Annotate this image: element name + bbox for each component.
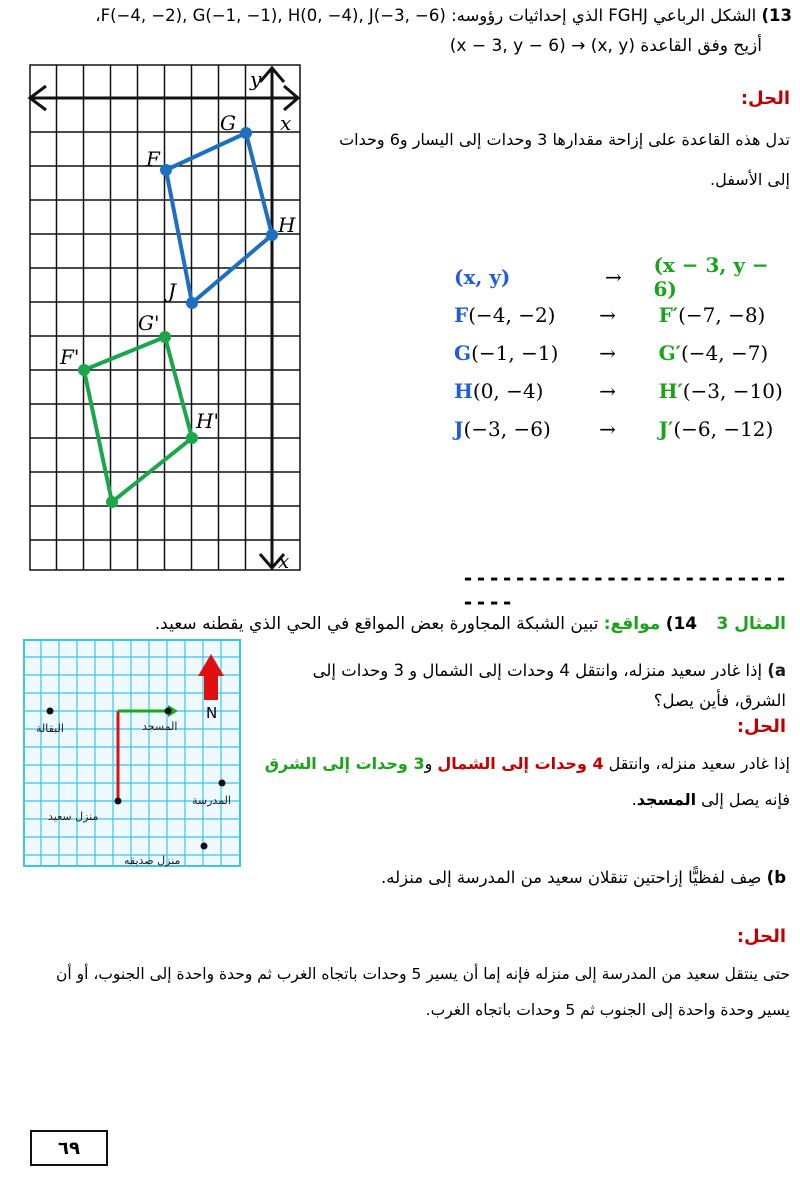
- school-dot: [219, 780, 226, 787]
- friend-home-label: منزل صديقه: [124, 854, 181, 867]
- vertex-name: F: [454, 303, 469, 327]
- part-a-question: [266, 656, 786, 716]
- x-axis-bottom-label: x: [278, 549, 290, 573]
- section-divider: -----------------------------: [462, 566, 789, 614]
- grocery-dot: [47, 708, 54, 715]
- vertex-name: G: [454, 341, 472, 365]
- mosque-label: المسجد: [142, 720, 178, 733]
- page-number: ٦٩: [58, 1137, 80, 1159]
- problem13-statement-line2: أزيح وفق القاعدة (x, y) → (x − 3, y − 6): [449, 36, 762, 56]
- vertex-name: H: [454, 379, 473, 403]
- part-b-text: صِف لفظيًّا إزاحتين تنقلان سعيد من المدرسة إلى منزله.: [381, 868, 762, 887]
- vertex-coords: (0, −4): [472, 379, 544, 403]
- answer-a-part4: .: [631, 790, 637, 809]
- problem14-header: [6, 614, 786, 634]
- label-j: J: [168, 279, 177, 303]
- answer-b: [5, 956, 790, 1028]
- part-b-question: [266, 868, 786, 887]
- mapping-row-j: [454, 410, 794, 448]
- explanation-line2: إلى الأسفل.: [709, 170, 790, 189]
- vertex-g: [240, 127, 252, 139]
- label-f: F: [146, 147, 160, 171]
- answer-b-line1: حتى ينتقل سعيد من المدرسة إلى منزله فإنه إما أن يسير 5 وحدات باتجاه الغرب ثم وحدة واحدة إلى الجنوب، أو أن: [56, 965, 790, 983]
- graph-grid: [30, 65, 300, 570]
- x-axis-label: x: [280, 111, 292, 135]
- solution-label-14b: الحل:: [736, 926, 786, 947]
- example-label: المثال 3: [716, 614, 786, 634]
- vertex-j-prime: [106, 496, 118, 508]
- home-dot: [115, 798, 122, 805]
- y-axis-label: y: [250, 67, 262, 91]
- vertex-f: [160, 164, 172, 176]
- mapping-arrow: →: [599, 341, 616, 365]
- image-coords: (−4, −7): [680, 341, 769, 365]
- header-right: (x − 3, y − 6): [653, 253, 769, 301]
- answer-b-line2: يسير وحدة واحدة إلى الجنوب ثم 5 وحدات باتجاه الغرب.: [425, 1001, 790, 1019]
- mapping-row-g: [454, 334, 794, 372]
- explanation-line1: تدل هذه القاعدة على إزاحة مقدارها 3 وحدات إلى اليسار و6 وحدات: [339, 130, 790, 149]
- problem-statement: تبين الشبكة المجاورة بعض المواقع في الحي الذي يقطنه سعيد.: [154, 614, 599, 634]
- answer-a-part1: إذا غادر سعيد منزله، وانتقل: [603, 754, 790, 773]
- vertex-j: [186, 297, 198, 309]
- home-label: منزل سعيد: [48, 810, 99, 823]
- mapping-table: [454, 253, 794, 448]
- vertex-name: J: [454, 417, 464, 441]
- answer-a-part3: فإنه يصل إلى: [696, 790, 790, 809]
- image-vertex-name: H′: [658, 379, 683, 403]
- label-f-prime: F': [60, 345, 80, 369]
- mapping-arrow: →: [599, 303, 616, 327]
- image-vertex-name: J′: [658, 417, 674, 441]
- neighborhood-map: [22, 638, 242, 868]
- vertex-f-prime: [78, 364, 90, 376]
- mapping-arrow: →: [599, 417, 616, 441]
- mapping-header: [454, 253, 794, 301]
- image-vertex-name: G′: [658, 341, 681, 365]
- answer-a-destination: المسجد: [636, 790, 697, 809]
- image-coords: (−3, −10): [682, 379, 783, 403]
- mosque-dot: [165, 708, 172, 715]
- problem-number: 13): [761, 6, 792, 25]
- header-arrow: →: [604, 265, 622, 289]
- solution-label-13: الحل:: [740, 88, 790, 109]
- image-vertex-name: F′: [658, 303, 679, 327]
- mapping-arrow: →: [599, 379, 616, 403]
- label-g-prime: G': [138, 311, 160, 335]
- friend-home-dot: [201, 843, 208, 850]
- coordinate-graph: [20, 60, 310, 580]
- vertex-h: [266, 229, 278, 241]
- answer-a-east: 3 وحدات إلى الشرق: [264, 754, 425, 773]
- image-coords: (−6, −12): [673, 417, 774, 441]
- vertex-g-prime: [159, 331, 171, 343]
- vertex-coords: (−1, −1): [471, 341, 559, 365]
- vertex-coords: (−4, −2): [468, 303, 556, 327]
- problem-statement: الشكل الرباعي FGHJ الذي إحداثيات رؤوسه: F(−4, −2), G(−1, −1), H(0, −4), J(−3, −6)،: [95, 6, 757, 25]
- answer-a-north: 4 وحدات إلى الشمال: [437, 754, 604, 773]
- image-coords: (−7, −8): [678, 303, 766, 327]
- north-arrow-shaft: [204, 676, 218, 700]
- problem-number: 14): [665, 614, 698, 634]
- grocery-label: البقالة: [36, 722, 64, 735]
- label-g: G: [220, 111, 236, 135]
- part-a-letter: a): [767, 661, 786, 680]
- vertex-h-prime: [186, 432, 198, 444]
- header-left: (x, y): [454, 265, 511, 289]
- label-h-prime: H': [196, 409, 219, 433]
- explanation-13: [320, 120, 790, 200]
- topic-label: مواقع:: [603, 614, 661, 634]
- north-label: N: [206, 704, 218, 722]
- page-number-box: [30, 1130, 108, 1166]
- part-b-letter: b): [766, 868, 786, 887]
- answer-a: [250, 746, 790, 818]
- mapping-row-h: [454, 372, 794, 410]
- vertex-coords: (−3, −6): [463, 417, 551, 441]
- label-h: H: [278, 213, 296, 237]
- answer-a-part2: و: [424, 754, 438, 773]
- problem13-statement-line1: [2, 6, 792, 25]
- mapping-row-f: [454, 296, 794, 334]
- solution-label-14a: الحل:: [736, 716, 786, 737]
- school-label: المدرسة: [192, 794, 231, 807]
- part-a-text: إذا غادر سعيد منزله، وانتقل 4 وحدات إلى الشمال و 3 وحدات إلى الشرق، فأين يصل؟: [312, 661, 786, 710]
